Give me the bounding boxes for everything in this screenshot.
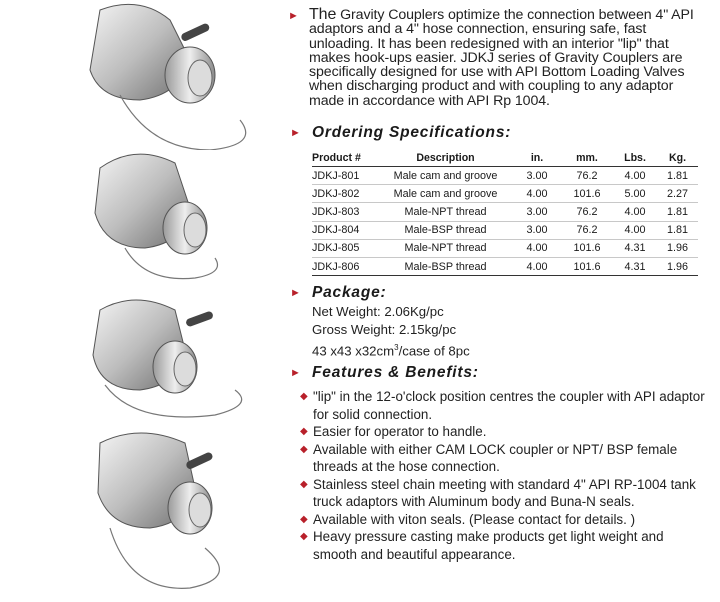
cell-in: 4.00 bbox=[513, 239, 561, 257]
cell-mm: 76.2 bbox=[561, 203, 613, 221]
cell-lbs: 5.00 bbox=[613, 185, 657, 203]
gross-weight: Gross Weight: 2.15kg/pc bbox=[312, 322, 457, 337]
cell-description: Male-BSP thread bbox=[378, 257, 513, 275]
cell-mm: 76.2 bbox=[561, 221, 613, 239]
list-item bbox=[300, 528, 710, 563]
cell-lbs: 4.31 bbox=[613, 257, 657, 275]
cell-product: JDKJ-805 bbox=[312, 239, 378, 257]
cell-description: Male cam and groove bbox=[378, 167, 513, 185]
cell-lbs: 4.00 bbox=[613, 167, 657, 185]
intro-bullet-icon: ► bbox=[288, 10, 299, 22]
cell-description: Male-NPT thread bbox=[378, 203, 513, 221]
cell-kg: 1.96 bbox=[657, 257, 698, 275]
diamond-bullet-icon: ◆ bbox=[300, 531, 308, 542]
cell-mm: 101.6 bbox=[561, 239, 613, 257]
cell-description: Male cam and groove bbox=[378, 185, 513, 203]
col-product: Product # bbox=[312, 150, 378, 167]
list-item bbox=[300, 441, 710, 476]
feature-text: Stainless steel chain meeting with standard 4" API RP-1004 tank truck adaptors with Aluminum body and Buna-N seals. bbox=[313, 476, 696, 509]
cell-in: 4.00 bbox=[513, 257, 561, 275]
case-volume bbox=[312, 339, 470, 360]
volume-post: /case of 8pc bbox=[398, 343, 470, 359]
feature-text: Easier for operator to handle. bbox=[313, 424, 487, 439]
diamond-bullet-icon: ◆ bbox=[300, 478, 308, 490]
diamond-bullet-icon: ◆ bbox=[300, 426, 308, 437]
table-row bbox=[312, 257, 698, 275]
list-item bbox=[300, 423, 710, 441]
features-list bbox=[300, 388, 710, 563]
features-bullet-icon: ► bbox=[290, 367, 301, 379]
diamond-bullet-icon: ◆ bbox=[300, 443, 308, 455]
cell-kg: 1.96 bbox=[657, 239, 698, 257]
cell-lbs: 4.00 bbox=[613, 203, 657, 221]
coupler-photo-4 bbox=[80, 428, 290, 598]
ordering-table bbox=[312, 150, 698, 276]
net-weight: Net Weight: 2.06Kg/pc bbox=[312, 304, 444, 319]
ordering-bullet-icon: ► bbox=[290, 127, 301, 139]
cell-mm: 101.6 bbox=[561, 257, 613, 275]
diamond-bullet-icon: ◆ bbox=[300, 391, 308, 402]
table-row bbox=[312, 239, 698, 257]
coupler-photo-3 bbox=[75, 295, 275, 430]
col-description: Description bbox=[378, 150, 513, 167]
table-row bbox=[312, 221, 698, 239]
coupler-photo-2 bbox=[75, 148, 265, 283]
intro-paragraph bbox=[309, 8, 699, 108]
cell-description: Male-NPT thread bbox=[378, 239, 513, 257]
cell-product: JDKJ-802 bbox=[312, 185, 378, 203]
package-title: Package: bbox=[312, 284, 387, 301]
table-row bbox=[312, 185, 698, 203]
cell-lbs: 4.00 bbox=[613, 221, 657, 239]
package-bullet-icon: ► bbox=[290, 287, 301, 299]
feature-text: Available with viton seals. (Please contact for details. ) bbox=[313, 511, 636, 527]
cell-product: JDKJ-804 bbox=[312, 221, 378, 239]
cell-description: Male-BSP thread bbox=[378, 221, 513, 239]
cell-in: 3.00 bbox=[513, 167, 561, 185]
cell-in: 4.00 bbox=[513, 185, 561, 203]
package-details bbox=[312, 303, 470, 360]
table-row bbox=[312, 167, 698, 185]
col-in: in. bbox=[513, 150, 561, 167]
ordering-title: Ordering Specifications: bbox=[312, 124, 512, 141]
table-row bbox=[312, 203, 698, 221]
col-lbs: Lbs. bbox=[613, 150, 657, 167]
volume-sup: 3 bbox=[394, 343, 399, 352]
list-item bbox=[300, 511, 710, 529]
table-header-row bbox=[312, 150, 698, 167]
cell-kg: 1.81 bbox=[657, 203, 698, 221]
col-mm: mm. bbox=[561, 150, 613, 167]
product-photos bbox=[0, 0, 290, 602]
cell-in: 3.00 bbox=[513, 221, 561, 239]
volume-pre: 43 x43 x32cm bbox=[312, 343, 395, 359]
features-title: Features & Benefits: bbox=[312, 364, 479, 381]
cell-kg: 2.27 bbox=[657, 185, 698, 203]
feature-text: Heavy pressure casting make products get light weight and smooth and beautiful appearance. bbox=[313, 529, 664, 562]
cell-mm: 76.2 bbox=[561, 167, 613, 185]
list-item bbox=[300, 476, 710, 511]
col-kg: Kg. bbox=[657, 150, 698, 167]
feature-text: "lip" in the 12-o'clock position centres the coupler with API adaptor for solid connection. bbox=[313, 389, 705, 422]
diamond-bullet-icon: ◆ bbox=[300, 513, 308, 525]
cell-in: 3.00 bbox=[513, 203, 561, 221]
cell-product: JDKJ-801 bbox=[312, 167, 378, 185]
cell-product: JDKJ-803 bbox=[312, 203, 378, 221]
cell-kg: 1.81 bbox=[657, 221, 698, 239]
feature-text: Available with either CAM LOCK coupler or NPT/ BSP female threads at the hose connection. bbox=[313, 441, 678, 474]
list-item bbox=[300, 388, 710, 423]
intro-text: Gravity Couplers optimize the connection between 4" API adaptors and a 4" hose connection, ensuring safe, fast unloading. It has been redesigned with an interior "lip" that makes hook-ups easier. JDKJ series of Gravity Couplers are specifically designed for use with API Bottom Loading Valves when discharging product and with coupling to any adaptor made in accordance with API Rp 1004. bbox=[309, 7, 694, 109]
cell-product: JDKJ-806 bbox=[312, 257, 378, 275]
cell-kg: 1.81 bbox=[657, 167, 698, 185]
cell-lbs: 4.31 bbox=[613, 239, 657, 257]
intro-lead: The bbox=[309, 6, 337, 23]
coupler-photo-1 bbox=[60, 0, 260, 150]
cell-mm: 101.6 bbox=[561, 185, 613, 203]
